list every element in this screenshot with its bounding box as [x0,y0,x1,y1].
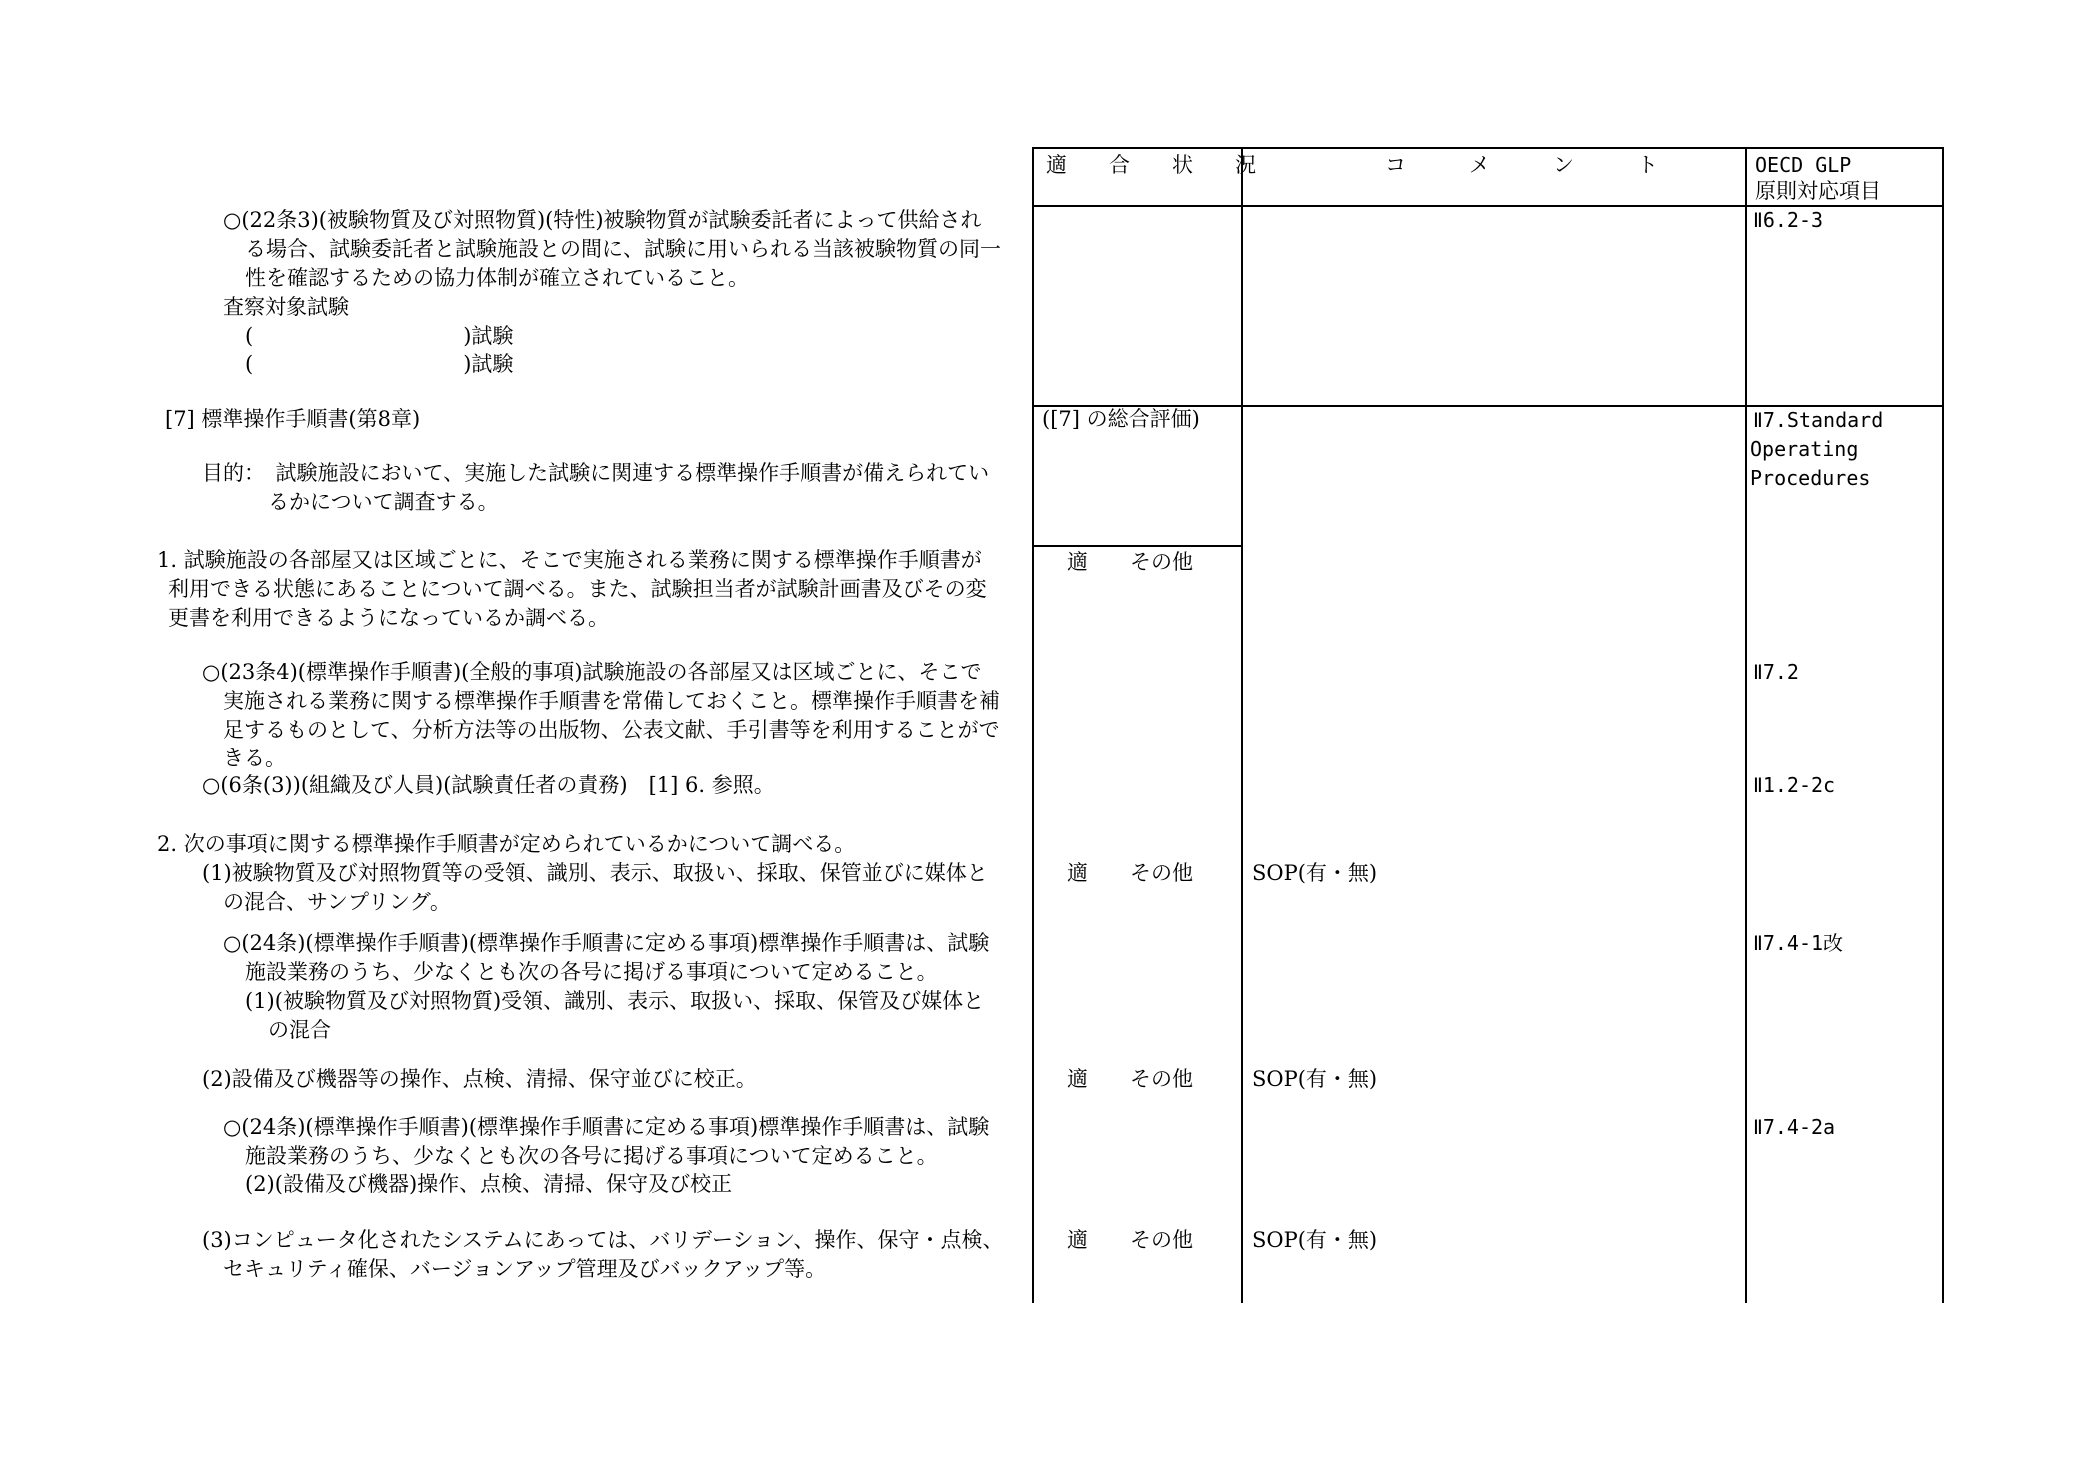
oecd-ref-6: Ⅱ7.4-2a [1753,1115,1836,1139]
purpose-line1: 目的： 試験施設において、実施した試験に関連する標準操作手順書が備えられてい [202,461,990,485]
header-oecd-line1: OECD GLP [1755,153,1852,177]
comment-sop-3[interactable]: SOP(有・無) [1252,1228,1378,1252]
table-border-top [1032,147,1943,149]
oecd-ref-1: Ⅱ6.2-3 [1753,208,1824,232]
header-comment: コ メ ン ト [1385,153,1658,177]
oecd-ref-4: Ⅱ1.2-2c [1753,773,1836,797]
clause-24-b-line3: (2)(設備及び機器)操作、点検、清掃、保守及び校正 [245,1172,733,1196]
clause-24-a-line4: の混合 [268,1018,331,1042]
clause-22-3-line3: 性を確認するための協力体制が確立されていること。 [245,266,749,290]
oecd-ref-2-line1: Ⅱ7.Standard [1753,408,1884,432]
clause-24-b-line1: ○(24条)(標準操作手順書)(標準操作手順書に定める事項)標準操作手順書は、試験 [223,1115,990,1139]
oecd-ref-2-line2: Operating [1750,437,1859,461]
clause-22-3-line1: ○(22条3)(被験物質及び対照物質)(特性)被験物質が試験委託者によって供給され [223,208,982,232]
header-status: 適 合 状 況 [1046,153,1256,177]
item-1-line1: 1. 試験施設の各部屋又は区域ごとに、そこで実施される業務に関する標準操作手順書が [157,548,982,572]
clause-23-4-line4: きる。 [223,746,286,770]
comment-sop-1[interactable]: SOP(有・無) [1252,861,1378,885]
clause-22-3-line2: る場合、試験委託者と試験施設との間に、試験に用いられる当該被験物質の同一 [245,237,1001,261]
table-divider-comment-oecd [1745,147,1747,1303]
clause-23-4-line3: 足するものとして、分析方法等の出版物、公表文献、手引書等を利用することがで [223,718,1000,742]
fit-status-1[interactable]: 適 その他 [1067,550,1193,574]
fit-status-4[interactable]: 適 その他 [1067,1228,1193,1252]
clause-24-a-line2: 施設業務のうち、少なくとも次の各号に掲げる事項について定めること。 [245,960,938,984]
inspected-study-2: ( )試験 [245,352,514,376]
table-divider-status-comment [1241,147,1243,1303]
clause-24-a-line3: (1)(被験物質及び対照物質)受領、識別、表示、取扱い、採取、保管及び媒体と [245,989,985,1013]
comment-sop-2[interactable]: SOP(有・無) [1252,1067,1378,1091]
section-7-title: [7] 標準操作手順書(第8章) [165,407,421,431]
inspected-study-1: ( )試験 [245,324,514,348]
item-2-2: (2)設備及び機器等の操作、点検、清掃、保守並びに校正。 [202,1067,757,1091]
item-2-1-line1: (1)被験物質及び対照物質等の受領、識別、表示、取扱い、採取、保管並びに媒体と [202,861,988,885]
clause-6-3: ○(6条(3))(組織及び人員)(試験責任者の責務) [1] 6. 参照。 [202,773,775,797]
clause-23-4-line2: 実施される業務に関する標準操作手順書を常備しておくこと。標準操作手順書を補 [223,689,1000,713]
item-2: 2. 次の事項に関する標準操作手順書が定められているかについて調べる。 [157,832,856,856]
header-oecd-line2: 原則対応項目 [1755,179,1881,203]
table-border-left [1032,147,1034,1303]
overall-evaluation-7: ([7] の総合評価) [1042,407,1200,431]
clause-24-b-line2: 施設業務のうち、少なくとも次の各号に掲げる事項について定めること。 [245,1144,938,1168]
oecd-ref-2-line3: Procedures [1750,466,1871,490]
clause-23-4-line1: ○(23条4)(標準操作手順書)(全般的事項)試験施設の各部屋又は区域ごとに、そこで [202,660,982,684]
table-border-right [1942,147,1944,1303]
row-divider-status-overall [1032,545,1242,547]
oecd-ref-3: Ⅱ7.2 [1753,660,1799,684]
item-1-line3: 更書を利用できるようになっているか調べる。 [168,606,609,630]
purpose-line2: るかについて調査する。 [268,490,499,514]
item-1-line2: 利用できる状態にあることについて調べる。また、試験担当者が試験計画書及びその変 [168,577,987,601]
fit-status-2[interactable]: 適 その他 [1067,861,1193,885]
fit-status-3[interactable]: 適 その他 [1067,1067,1193,1091]
item-2-3-line2: セキュリティ確保、バージョンアップ管理及びバックアップ等。 [223,1257,827,1281]
inspected-studies-label: 査察対象試験 [223,295,349,319]
item-2-3-line1: (3)コンピュータ化されたシステムにあっては、バリデーション、操作、保守・点検、 [202,1228,1004,1252]
oecd-ref-5: Ⅱ7.4-1改 [1753,931,1844,955]
clause-24-a-line1: ○(24条)(標準操作手順書)(標準操作手順書に定める事項)標準操作手順書は、試験 [223,931,990,955]
item-2-1-line2: の混合、サンプリング。 [223,890,451,914]
